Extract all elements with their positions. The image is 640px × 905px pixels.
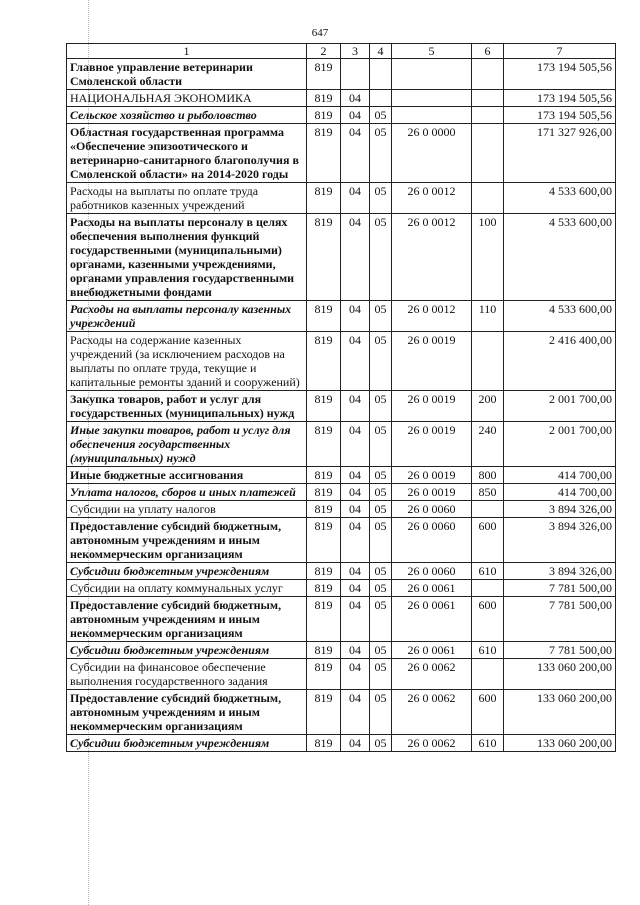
row-target-code: 26 0 0062 (392, 690, 472, 735)
row-subsection-code: 05 (370, 563, 392, 580)
row-subsection-code: 05 (370, 422, 392, 467)
row-section-code: 04 (341, 90, 370, 107)
row-amount: 7 781 500,00 (504, 597, 616, 642)
row-subsection-code: 05 (370, 580, 392, 597)
table-row (67, 301, 616, 332)
row-subsection-code (370, 59, 392, 90)
row-expense-type-code (472, 59, 504, 90)
row-admin-code: 819 (307, 332, 341, 391)
row-amount: 173 194 505,56 (504, 107, 616, 124)
row-admin-code: 819 (307, 735, 341, 752)
row-expense-type-code (472, 501, 504, 518)
row-target-code: 26 0 0019 (392, 391, 472, 422)
table-row (67, 183, 616, 214)
table-row (67, 501, 616, 518)
row-target-code: 26 0 0061 (392, 642, 472, 659)
row-target-code: 26 0 0019 (392, 484, 472, 501)
row-amount: 2 001 700,00 (504, 422, 616, 467)
row-target-code (392, 107, 472, 124)
row-amount: 133 060 200,00 (504, 735, 616, 752)
row-admin-code: 819 (307, 124, 341, 183)
row-name: Областная государственная программа «Обеспечение эпизоотического и ветеринарно-санитарного благополучия в Смоленской области» на 2014-2020 годы (67, 124, 307, 183)
row-section-code: 04 (341, 484, 370, 501)
row-target-code: 26 0 0019 (392, 467, 472, 484)
table-row (67, 642, 616, 659)
row-expense-type-code: 600 (472, 690, 504, 735)
table-row (67, 735, 616, 752)
row-target-code (392, 90, 472, 107)
row-subsection-code: 05 (370, 467, 392, 484)
table-row (67, 659, 616, 690)
row-amount: 133 060 200,00 (504, 659, 616, 690)
table-row (67, 332, 616, 391)
table-row (67, 391, 616, 422)
row-amount: 133 060 200,00 (504, 690, 616, 735)
header-col-4: 4 (370, 44, 392, 59)
row-admin-code: 819 (307, 391, 341, 422)
table-row (67, 59, 616, 90)
row-subsection-code: 05 (370, 690, 392, 735)
row-expense-type-code: 200 (472, 391, 504, 422)
row-amount: 414 700,00 (504, 484, 616, 501)
row-amount: 4 533 600,00 (504, 301, 616, 332)
row-section-code: 04 (341, 690, 370, 735)
row-name: Расходы на выплаты по оплате труда работников казенных учреждений (67, 183, 307, 214)
row-name: Главное управление ветеринарии Смоленской области (67, 59, 307, 90)
row-expense-type-code: 110 (472, 301, 504, 332)
row-expense-type-code: 610 (472, 735, 504, 752)
row-name: Субсидии бюджетным учреждениям (67, 563, 307, 580)
row-expense-type-code (472, 580, 504, 597)
row-subsection-code: 05 (370, 659, 392, 690)
row-name: Иные бюджетные ассигнования (67, 467, 307, 484)
row-subsection-code: 05 (370, 301, 392, 332)
row-section-code: 04 (341, 124, 370, 183)
row-target-code: 26 0 0019 (392, 422, 472, 467)
row-admin-code: 819 (307, 183, 341, 214)
row-subsection-code: 05 (370, 735, 392, 752)
row-section-code: 04 (341, 563, 370, 580)
row-section-code: 04 (341, 107, 370, 124)
row-admin-code: 819 (307, 690, 341, 735)
table-row (67, 422, 616, 467)
row-subsection-code: 05 (370, 107, 392, 124)
row-expense-type-code (472, 332, 504, 391)
row-section-code: 04 (341, 735, 370, 752)
row-expense-type-code (472, 90, 504, 107)
row-name: Субсидии бюджетным учреждениям (67, 735, 307, 752)
row-amount: 173 194 505,56 (504, 59, 616, 90)
row-admin-code: 819 (307, 214, 341, 301)
budget-table (66, 43, 616, 752)
row-admin-code: 819 (307, 580, 341, 597)
row-amount: 2 001 700,00 (504, 391, 616, 422)
row-name: НАЦИОНАЛЬНАЯ ЭКОНОМИКА (67, 90, 307, 107)
table-row (67, 107, 616, 124)
table-row (67, 690, 616, 735)
row-name: Предоставление субсидий бюджетным, автономным учреждениям и иным некоммерческим организациям (67, 518, 307, 563)
row-name: Расходы на содержание казенных учреждений (за исключением расходов на выплаты по оплате труда, текущие и капитальные ремонты зданий и сооружений) (67, 332, 307, 391)
row-expense-type-code (472, 659, 504, 690)
table-row (67, 467, 616, 484)
row-admin-code: 819 (307, 107, 341, 124)
row-name: Расходы на выплаты персоналу казенных учреждений (67, 301, 307, 332)
row-target-code: 26 0 0060 (392, 518, 472, 563)
row-expense-type-code: 850 (472, 484, 504, 501)
header-col-2: 2 (307, 44, 341, 59)
row-admin-code: 819 (307, 90, 341, 107)
row-expense-type-code: 240 (472, 422, 504, 467)
row-section-code: 04 (341, 501, 370, 518)
row-section-code: 04 (341, 332, 370, 391)
row-section-code: 04 (341, 301, 370, 332)
row-expense-type-code (472, 124, 504, 183)
row-amount: 4 533 600,00 (504, 183, 616, 214)
row-expense-type-code (472, 183, 504, 214)
table-row (67, 563, 616, 580)
row-name: Сельское хозяйство и рыболовство (67, 107, 307, 124)
table-row (67, 90, 616, 107)
header-col-7: 7 (504, 44, 616, 59)
row-name: Субсидии на финансовое обеспечение выполнения государственного задания (67, 659, 307, 690)
row-expense-type-code: 800 (472, 467, 504, 484)
row-name: Иные закупки товаров, работ и услуг для обеспечения государственных (муниципальных) нужд (67, 422, 307, 467)
row-amount: 3 894 326,00 (504, 501, 616, 518)
row-expense-type-code: 600 (472, 597, 504, 642)
row-expense-type-code: 610 (472, 642, 504, 659)
row-section-code: 04 (341, 659, 370, 690)
table-row (67, 597, 616, 642)
row-admin-code: 819 (307, 484, 341, 501)
row-admin-code: 819 (307, 301, 341, 332)
row-subsection-code: 05 (370, 484, 392, 501)
row-section-code: 04 (341, 391, 370, 422)
table-row (67, 214, 616, 301)
row-section-code: 04 (341, 214, 370, 301)
row-name: Расходы на выплаты персоналу в целях обеспечения выполнения функций государственными (муниципальными) органами, казенными учреждениями, органами управления государственными внебюджетными фондами (67, 214, 307, 301)
row-section-code: 04 (341, 597, 370, 642)
row-target-code: 26 0 0060 (392, 563, 472, 580)
row-admin-code: 819 (307, 597, 341, 642)
row-admin-code: 819 (307, 501, 341, 518)
row-amount: 3 894 326,00 (504, 518, 616, 563)
row-subsection-code: 05 (370, 391, 392, 422)
row-subsection-code: 05 (370, 214, 392, 301)
row-subsection-code: 05 (370, 642, 392, 659)
row-amount: 4 533 600,00 (504, 214, 616, 301)
row-name: Субсидии на уплату налогов (67, 501, 307, 518)
header-col-6: 6 (472, 44, 504, 59)
row-amount: 173 194 505,56 (504, 90, 616, 107)
table-row (67, 484, 616, 501)
row-subsection-code: 05 (370, 501, 392, 518)
row-admin-code: 819 (307, 518, 341, 563)
row-expense-type-code: 600 (472, 518, 504, 563)
row-admin-code: 819 (307, 467, 341, 484)
table-row (67, 518, 616, 563)
row-target-code: 26 0 0061 (392, 580, 472, 597)
row-name: Предоставление субсидий бюджетным, автономным учреждениям и иным некоммерческим организациям (67, 597, 307, 642)
header-col-1: 1 (67, 44, 307, 59)
row-target-code: 26 0 0019 (392, 332, 472, 391)
row-target-code: 26 0 0012 (392, 214, 472, 301)
table-header-row (67, 44, 616, 59)
row-section-code: 04 (341, 467, 370, 484)
table-row (67, 124, 616, 183)
row-target-code: 26 0 0062 (392, 735, 472, 752)
row-target-code: 26 0 0012 (392, 183, 472, 214)
page-number: 647 (311, 27, 329, 39)
table-body (67, 59, 616, 752)
row-section-code: 04 (341, 183, 370, 214)
row-amount: 171 327 926,00 (504, 124, 616, 183)
row-name: Закупка товаров, работ и услуг для государственных (муниципальных) нужд (67, 391, 307, 422)
row-target-code: 26 0 0062 (392, 659, 472, 690)
row-subsection-code: 05 (370, 518, 392, 563)
row-amount: 7 781 500,00 (504, 642, 616, 659)
header-col-3: 3 (341, 44, 370, 59)
row-admin-code: 819 (307, 563, 341, 580)
row-expense-type-code: 100 (472, 214, 504, 301)
row-section-code: 04 (341, 518, 370, 563)
row-section-code: 04 (341, 642, 370, 659)
row-subsection-code: 05 (370, 597, 392, 642)
row-amount: 7 781 500,00 (504, 580, 616, 597)
row-section-code: 04 (341, 580, 370, 597)
header-col-5: 5 (392, 44, 472, 59)
row-admin-code: 819 (307, 59, 341, 90)
row-subsection-code: 05 (370, 332, 392, 391)
row-amount: 414 700,00 (504, 467, 616, 484)
row-subsection-code: 05 (370, 124, 392, 183)
row-expense-type-code (472, 107, 504, 124)
row-name: Субсидии на оплату коммунальных услуг (67, 580, 307, 597)
row-admin-code: 819 (307, 422, 341, 467)
row-name: Уплата налогов, сборов и иных платежей (67, 484, 307, 501)
row-admin-code: 819 (307, 659, 341, 690)
row-amount: 2 416 400,00 (504, 332, 616, 391)
row-amount: 3 894 326,00 (504, 563, 616, 580)
row-name: Предоставление субсидий бюджетным, автономным учреждениям и иным некоммерческим организациям (67, 690, 307, 735)
row-section-code: 04 (341, 422, 370, 467)
row-target-code: 26 0 0060 (392, 501, 472, 518)
row-target-code: 26 0 0061 (392, 597, 472, 642)
table-row (67, 580, 616, 597)
row-target-code: 26 0 0000 (392, 124, 472, 183)
row-section-code (341, 59, 370, 90)
row-name: Субсидии бюджетным учреждениям (67, 642, 307, 659)
row-target-code: 26 0 0012 (392, 301, 472, 332)
row-subsection-code: 05 (370, 183, 392, 214)
row-admin-code: 819 (307, 642, 341, 659)
row-subsection-code (370, 90, 392, 107)
row-expense-type-code: 610 (472, 563, 504, 580)
row-target-code (392, 59, 472, 90)
